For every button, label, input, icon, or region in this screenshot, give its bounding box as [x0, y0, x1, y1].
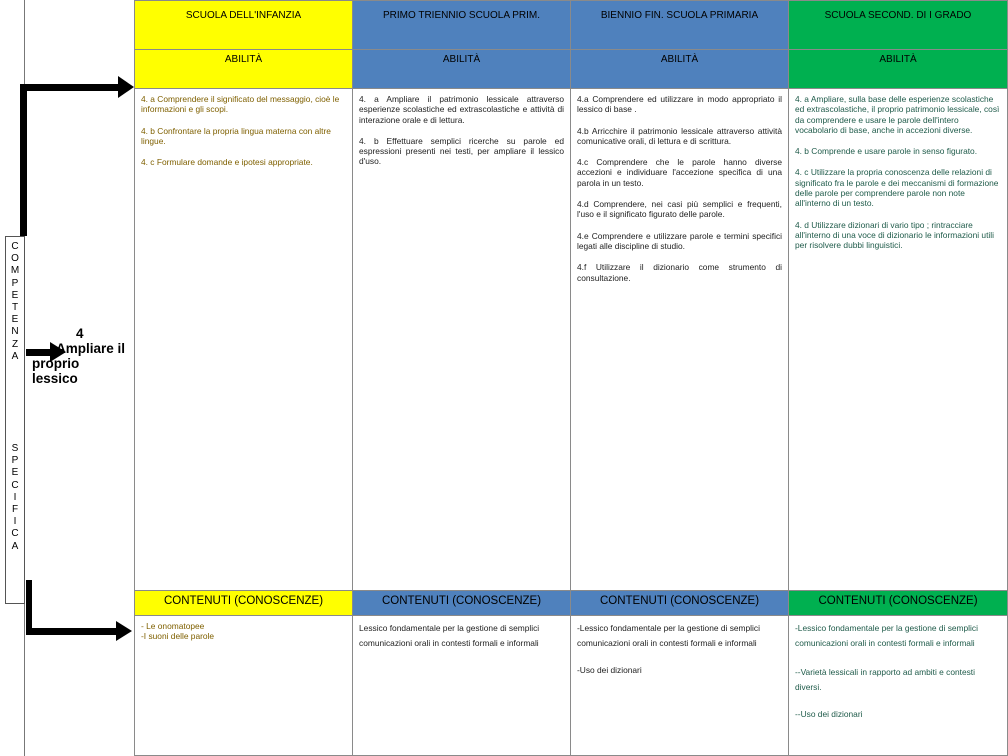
abilita-cell-secondaria	[788, 88, 1008, 591]
topic-label	[32, 326, 132, 386]
contenuti-item: Lessico fondamentale per la gestione di semplici comunicazioni orali in contesti formali e informali	[359, 623, 540, 648]
lower-arrow	[26, 580, 132, 641]
column-header-infanzia: SCUOLA DELL'INFANZIA	[134, 0, 353, 50]
abilita-item: 4.e Comprendere e utilizzare parole e termini specifici legati alle discipline di studio.	[577, 230, 782, 251]
contenuti-cell-infanzia	[134, 615, 353, 756]
abilita-item: 4. a Ampliare il patrimonio lessicale attraverso esperienze scolastiche ed extrascolastiche e attività di interazione orale e di lettura.	[359, 94, 564, 125]
abilita-item: 4. c Utilizzare la propria conoscenza delle relazioni di significato fra le parole e dei meccanismi di formazione delle parole per comprendere parole non note all'interno di un testo.	[795, 167, 999, 209]
abilita-cell-biennio	[570, 88, 789, 591]
contenuti-header-secondaria: CONTENUTI (CONOSCENZE)	[788, 590, 1008, 616]
contenuti-item: --Varietà lessicali in rapporto ad ambiti e contesti diversi.	[795, 667, 975, 692]
abilita-item: 4.f Utilizzare il dizionario come strumento di consultazione.	[577, 262, 782, 283]
abilita-item: 4. a Comprendere il significato del messaggio, cioè le informazioni e gli scopi.	[141, 94, 340, 115]
competenza-letters: C O M P E T E N Z A	[10, 241, 20, 362]
column-header-biennio: BIENNIO FIN. SCUOLA PRIMARIA	[570, 0, 789, 50]
topic-line: lessico	[32, 371, 78, 386]
contenuti-cell-secondaria	[788, 615, 1008, 756]
abilita-item: 4. c Formulare domande e ipotesi appropriate.	[141, 157, 313, 168]
contenuti-item: -Uso dei dizionari	[577, 665, 642, 675]
abilita-cell-infanzia	[134, 88, 353, 591]
column-header-primo-triennio: PRIMO TRIENNIO SCUOLA PRIM.	[352, 0, 571, 50]
contenuti-cell-primo-triennio	[352, 615, 571, 756]
abilita-header-secondaria: ABILITÀ	[788, 49, 1008, 89]
abilita-cell-primo-triennio	[352, 88, 571, 591]
contenuti-item: --Uso dei dizionari	[795, 709, 863, 719]
upper-arrow	[20, 76, 134, 236]
abilita-header-infanzia: ABILITÀ	[134, 49, 353, 89]
abilita-item: 4. a Ampliare, sulla base delle esperienze scolastiche ed extrascolastiche, il proprio patrimonio lessicale, così da comprendere e usare le parole dell'intero vocabolario di base, anche in accezioni diverse.	[795, 94, 1000, 135]
topic-line: Ampliare il	[56, 341, 126, 356]
abilita-header-biennio: ABILITÀ	[570, 49, 789, 89]
abilita-item: 4.a Comprendere ed utilizzare in modo appropriato il lessico di base .	[577, 94, 782, 115]
contenuti-header-infanzia: CONTENUTI (CONOSCENZE)	[134, 590, 353, 616]
abilita-header-primo-triennio: ABILITÀ	[352, 49, 571, 89]
abilita-item: 4.c Comprendere che le parole hanno diverse accezioni e individuare l'accezione specifica di una parola in un testo.	[577, 157, 782, 188]
contenuti-item: - Le onomatopee	[141, 621, 205, 631]
contenuti-header-primo-triennio: CONTENUTI (CONOSCENZE)	[352, 590, 571, 616]
topic-number: 4	[76, 326, 84, 341]
contenuti-item: -Lessico fondamentale per la gestione di semplici comunicazioni orali in contesti formali e informali	[577, 623, 760, 648]
contenuti-item: -Lessico fondamentale per la gestione di semplici comunicazioni orali in contesti formali e informali	[795, 623, 978, 648]
specifica-letters: S P E C I F I C A	[11, 443, 19, 552]
abilita-item: 4. b Effettuare semplici ricerche su parole ed espressioni presenti nei testi, per ampliare il lessico d'uso.	[359, 135, 564, 167]
topic-line: proprio	[32, 356, 80, 371]
abilita-item: 4. d Utilizzare dizionari di vario tipo ; rintracciare all'interno di una voce di dizionario le informazioni utili per risolvere dubbi linguistici.	[795, 219, 994, 251]
abilita-item: 4.b Arricchire il patrimonio lessicale attraverso attività comunicative orali, di lettura e di scrittura.	[577, 125, 782, 146]
contenuti-header-biennio: CONTENUTI (CONOSCENZE)	[570, 590, 789, 616]
column-header-secondaria: SCUOLA SECOND. DI I GRADO	[788, 0, 1008, 50]
contenuti-item: -I suoni delle parole	[141, 631, 215, 642]
abilita-item: 4. b Confrontare la propria lingua materna con altre lingue.	[141, 125, 331, 146]
contenuti-cell-biennio	[570, 615, 789, 756]
abilita-item: 4.d Comprendere, nei casi più semplici e frequenti, l'uso e il significato figurato delle parole.	[577, 199, 782, 220]
abilita-item: 4. b Comprende e usare parole in senso figurato.	[795, 146, 978, 157]
